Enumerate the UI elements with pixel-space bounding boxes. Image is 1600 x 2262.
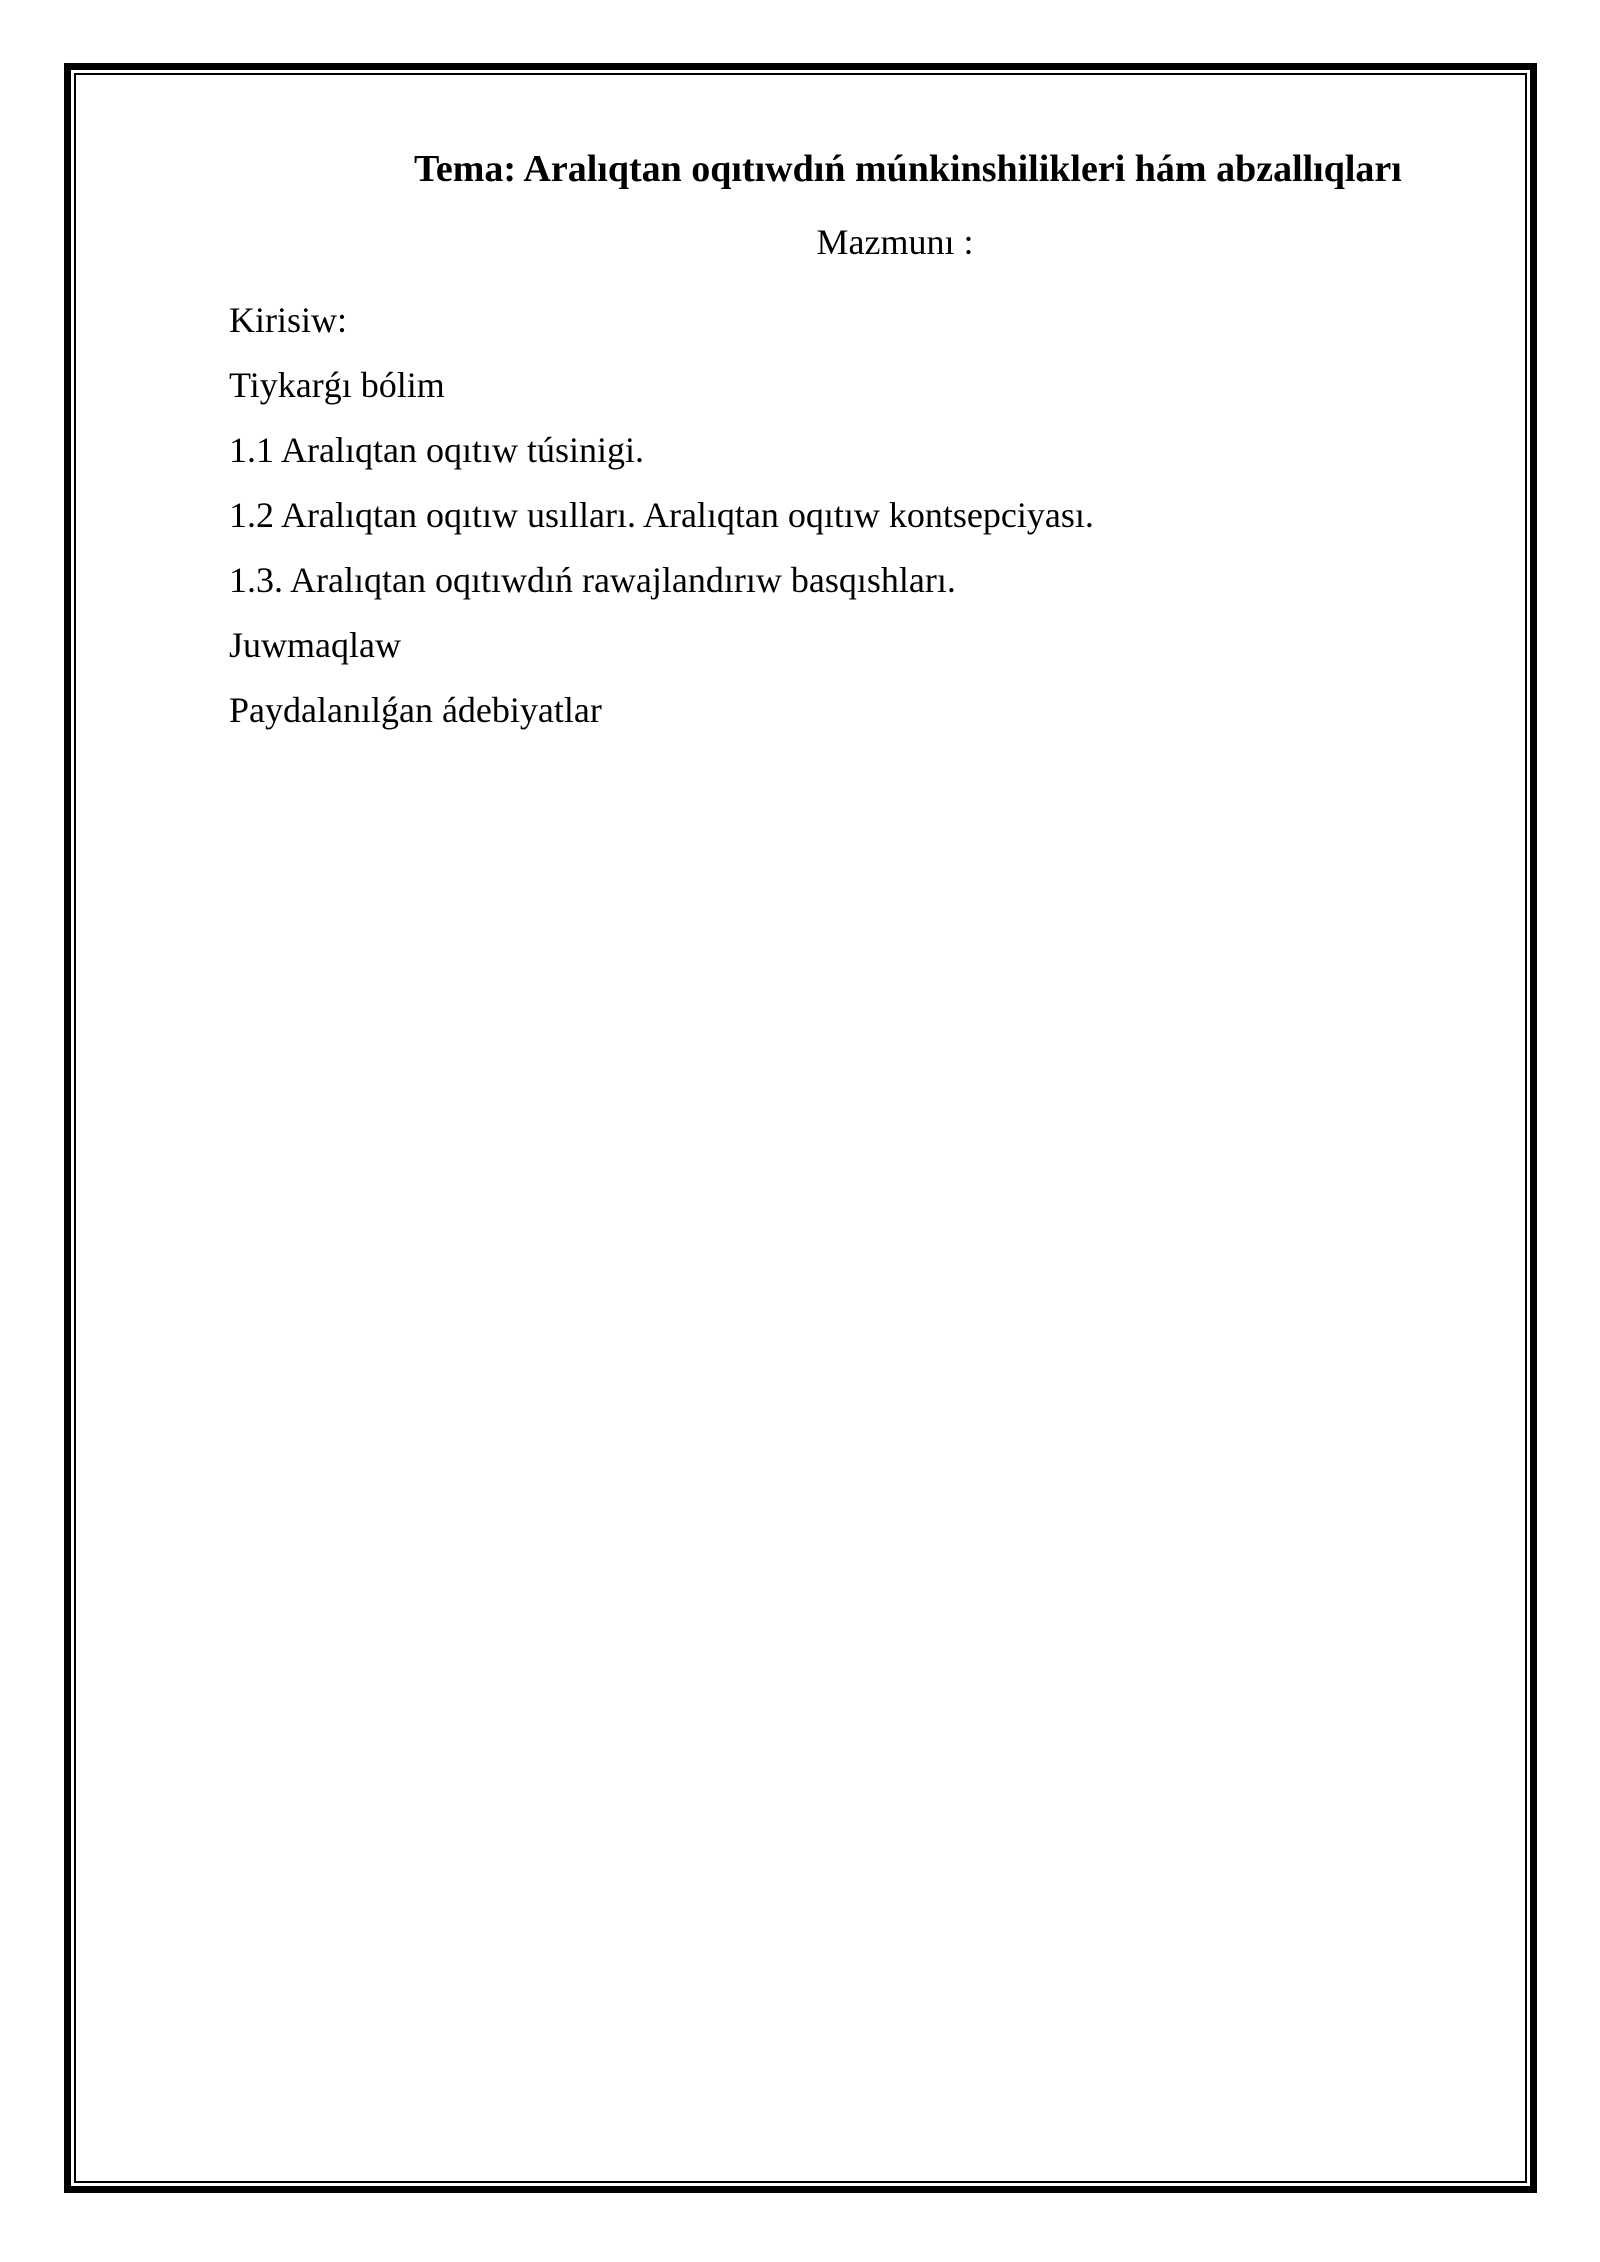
toc-item-introduction: Kirisiw: [229, 300, 348, 340]
toc-item-references: Paydalanılǵan ádebiyatlar [229, 690, 602, 730]
toc-item-1-2: 1.2 Aralıqtan oqıtıw usılları. Aralıqtan oqıtıw kontsepciyası. [229, 495, 1094, 535]
toc-item-main-part: Tiykarǵı bólim [229, 365, 445, 405]
contents-heading: Mazmunı : [816, 222, 974, 262]
document-title: Tema: Aralıqtan oqıtıwdıń múnkinshilikleri hám abzallıqları [414, 148, 1402, 190]
toc-item-1-3: 1.3. Aralıqtan oqıtıwdıń rawajlandırıw basqıshları. [229, 560, 956, 600]
toc-item-1-1: 1.1 Aralıqtan oqıtıw túsinigi. [229, 430, 644, 470]
table-of-contents [229, 288, 1094, 743]
toc-item-conclusion: Juwmaqlaw [229, 625, 401, 665]
